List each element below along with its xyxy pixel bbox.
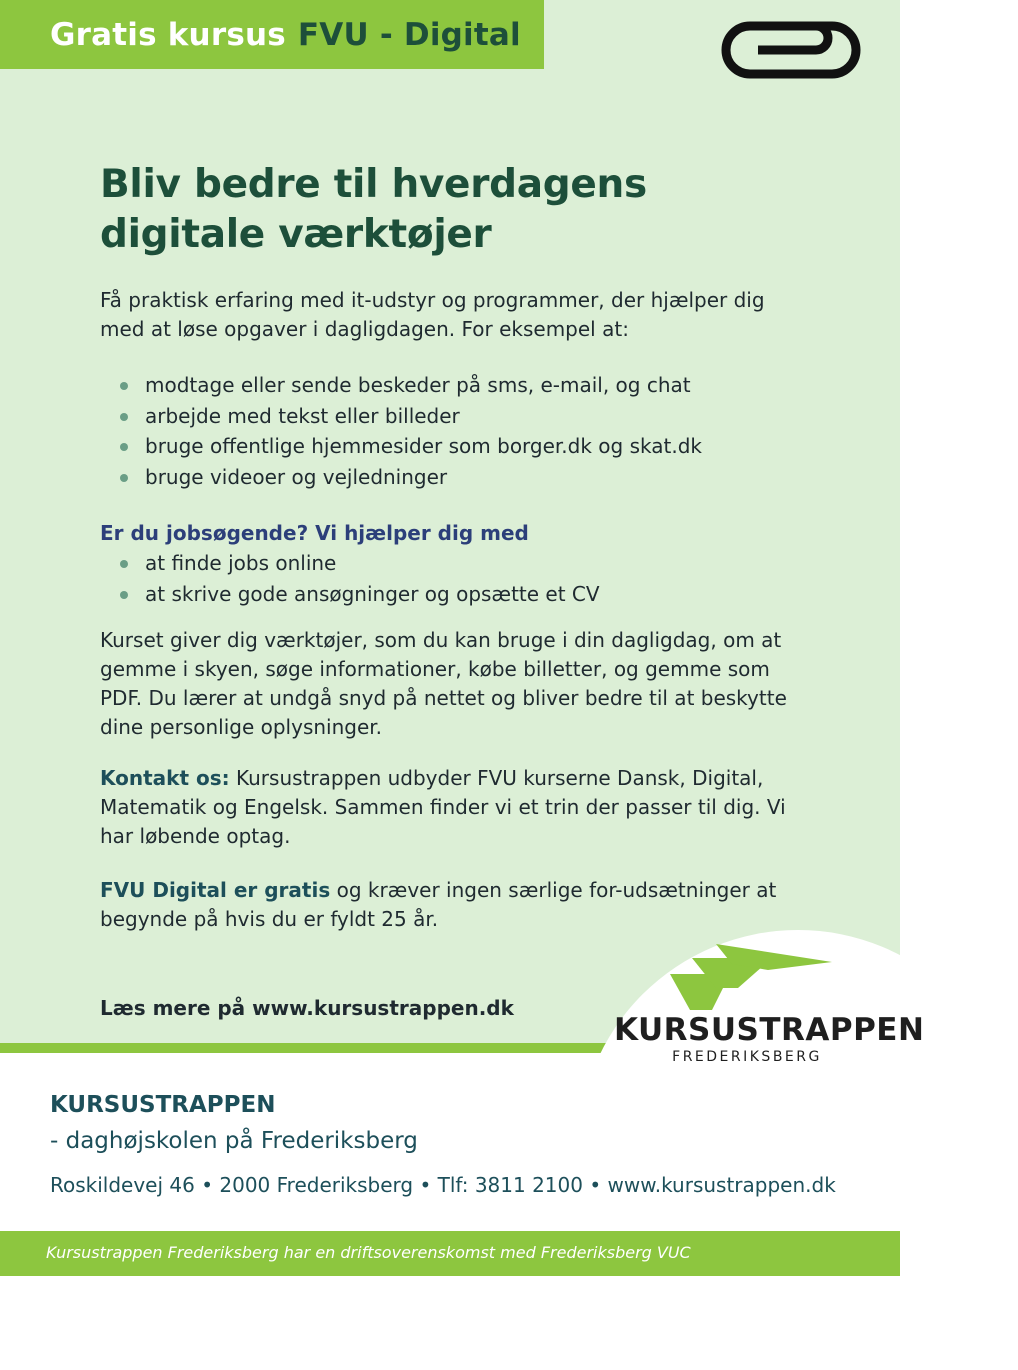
free-label: FVU Digital er gratis (100, 878, 331, 902)
banner-prefix: Gratis kursus (50, 16, 286, 53)
list-item: bruge videoer og vejledninger (120, 462, 800, 493)
jobs-list (120, 548, 800, 609)
list-item: modtage eller sende beskeder på sms, e-mail, og chat (120, 370, 800, 401)
list-item: at skrive gode ansøgninger og opsætte et CV (120, 579, 800, 610)
course-description: Kurset giver dig værktøjer, som du kan bruge i din dagligdag, om at gemme i skyen, søge informationer, købe billetter, og gemme som PDF. Du lærer at undgå snyd på nettet og bliver bedre til at beskytte dine personlige oplysninger. (100, 628, 787, 739)
examples-list (120, 370, 800, 492)
logo-name: KURSUSTRAPPEN (614, 1012, 925, 1048)
banner-text (50, 17, 521, 53)
headline-line-2: digitale værktøjer (100, 212, 492, 257)
free-paragraph (100, 876, 800, 934)
list-item: arbejde med tekst eller billeder (120, 401, 800, 432)
footer-subtitle: - daghøjskolen på Frederiksberg (50, 1128, 418, 1154)
free-text: og kræver ingen særlige for-udsætninger at begynde på hvis du er fyldt 25 år. (100, 878, 777, 931)
footer-name: KURSUSTRAPPEN (50, 1092, 276, 1118)
list-item: bruge offentlige hjemmesider som borger.dk og skat.dk (120, 431, 800, 462)
bottom-note: Kursustrappen Frederiksberg har en driftsoverenskomst med Frederiksberg VUC (46, 1243, 691, 1262)
intro-text: Få praktisk erfaring med it-udstyr og programmer, der hjælper dig med at løse opgaver i dagligdagen. For eksempel at: (100, 288, 765, 341)
paperclip-icon (712, 12, 858, 90)
contact-label: Kontakt os: (100, 766, 230, 790)
contact-paragraph (100, 764, 800, 851)
read-more-link[interactable]: Læs mere på www.kursustrappen.dk (100, 996, 514, 1020)
banner-course: FVU - Digital (297, 16, 521, 53)
headline-line-1: Bliv bedre til hverdagens (100, 162, 647, 207)
footer-address: Roskildevej 46 • 2000 Frederiksberg • Tlf: 3811 2100 • www.kursustrappen.dk (50, 1173, 836, 1197)
list-item: at finde jobs online (120, 548, 800, 579)
top-banner (0, 0, 544, 69)
logo-subtitle: FREDERIKSBERG (672, 1049, 822, 1065)
stairs-logo-icon (668, 944, 834, 1010)
contact-text: Kursustrappen udbyder FVU kurserne Dansk, Digital, Matematik og Engelsk. Sammen finder vi et trin der passer til dig. Vi har løbende optag. (100, 766, 786, 848)
page-title (100, 160, 800, 260)
bottom-strip (0, 1231, 900, 1276)
jobs-heading: Er du jobsøgende? Vi hjælper dig med (100, 521, 529, 545)
